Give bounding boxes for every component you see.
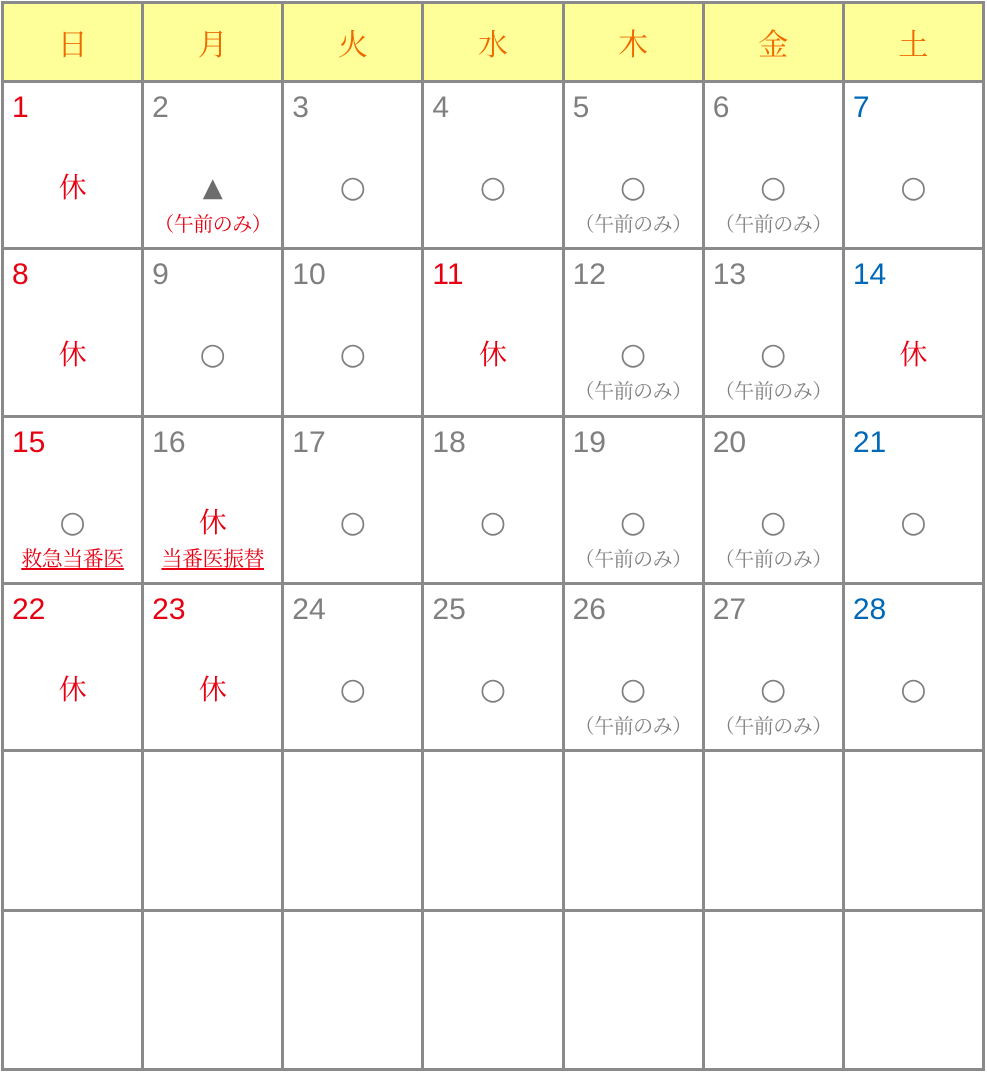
closed-mark: 休 xyxy=(478,338,507,372)
open-circle-icon: ○ xyxy=(760,337,787,373)
day-number: 5 xyxy=(572,91,590,124)
open-circle-icon: ○ xyxy=(620,170,647,205)
weekday-sunday: 日 xyxy=(3,3,143,82)
day-cell xyxy=(563,82,703,249)
open-circle-icon: ○ xyxy=(900,170,927,205)
day-number: 26 xyxy=(572,593,606,627)
empty-day-cell xyxy=(143,910,283,1069)
weekday-monday: 月 xyxy=(143,3,283,82)
day-number: 18 xyxy=(432,425,466,459)
day-cell xyxy=(143,82,283,249)
day-cell xyxy=(3,416,143,583)
day-number: 10 xyxy=(292,258,326,292)
week-row xyxy=(3,416,984,583)
day-number: 12 xyxy=(572,258,606,292)
closed-mark: 休 xyxy=(198,673,227,707)
day-number: 6 xyxy=(712,91,730,124)
day-number: 27 xyxy=(712,593,747,627)
empty-day-cell xyxy=(423,751,563,910)
empty-day-cell xyxy=(283,910,423,1069)
open-circle-icon: ○ xyxy=(339,672,366,708)
day-number: 11 xyxy=(432,258,464,292)
day-cell xyxy=(3,82,143,249)
day-cell xyxy=(3,249,143,416)
day-number: 4 xyxy=(432,91,450,124)
closed-mark: 休 xyxy=(899,338,928,372)
open-circle-icon: ○ xyxy=(760,170,787,205)
empty-day-cell xyxy=(283,751,423,910)
closed-mark: 休 xyxy=(198,505,227,539)
open-circle-icon: ○ xyxy=(479,672,507,708)
day-cell xyxy=(283,249,423,416)
day-cell xyxy=(563,249,703,416)
week-row xyxy=(3,249,984,416)
closed-mark: 休 xyxy=(58,171,87,204)
weekday-header-row xyxy=(3,3,984,82)
day-cell xyxy=(563,584,703,751)
closed-mark: 休 xyxy=(58,338,87,372)
day-number: 17 xyxy=(292,425,326,459)
day-number: 22 xyxy=(12,593,46,627)
day-number: 21 xyxy=(852,425,887,459)
day-cell xyxy=(283,82,423,249)
day-cell xyxy=(423,82,563,249)
open-circle-icon: ○ xyxy=(59,504,86,540)
morning-only-note: （午前のみ） xyxy=(714,714,832,739)
open-circle-icon: ○ xyxy=(760,672,787,708)
empty-day-cell xyxy=(703,751,843,910)
day-number: 8 xyxy=(12,258,29,292)
weekday-wednesday: 水 xyxy=(423,3,563,82)
morning-only-note: （午前のみ） xyxy=(574,546,692,571)
open-circle-icon: ○ xyxy=(339,337,366,373)
closed-mark: 休 xyxy=(58,673,87,707)
open-circle-icon: ○ xyxy=(339,170,366,205)
day-cell xyxy=(143,584,283,751)
clinic-calendar xyxy=(1,1,985,1071)
day-number: 20 xyxy=(712,425,747,459)
open-circle-icon: ○ xyxy=(339,504,366,540)
day-cell xyxy=(423,416,563,583)
open-circle-icon: ○ xyxy=(620,337,647,373)
empty-day-cell xyxy=(143,751,283,910)
weekday-friday: 金 xyxy=(703,3,843,82)
day-cell xyxy=(283,584,423,751)
empty-day-cell xyxy=(3,751,143,910)
open-circle-icon: ○ xyxy=(199,337,226,373)
morning-only-note: （午前のみ） xyxy=(154,212,272,236)
day-number: 15 xyxy=(12,425,46,459)
morning-only-note: （午前のみ） xyxy=(574,714,692,739)
day-number: 7 xyxy=(852,91,870,124)
empty-day-cell xyxy=(843,910,983,1069)
morning-only-note: （午前のみ） xyxy=(574,212,692,236)
day-number: 9 xyxy=(152,258,169,292)
day-number: 24 xyxy=(292,593,326,627)
day-number: 1 xyxy=(12,91,29,124)
open-circle-icon: ○ xyxy=(620,504,647,540)
day-number: 2 xyxy=(152,91,169,124)
empty-day-cell xyxy=(843,751,983,910)
open-circle-icon: ○ xyxy=(620,672,647,708)
day-cell xyxy=(143,249,283,416)
day-cell xyxy=(143,416,283,583)
week-row xyxy=(3,82,984,249)
day-cell xyxy=(843,584,983,751)
weekday-thursday: 木 xyxy=(563,3,703,82)
day-cell xyxy=(703,249,843,416)
day-cell xyxy=(423,249,563,416)
duty-doctor-link[interactable]: 当番医振替 xyxy=(161,546,264,571)
open-circle-icon: ○ xyxy=(479,504,507,540)
open-circle-icon: ○ xyxy=(900,672,927,708)
week-row xyxy=(3,584,984,751)
day-cell xyxy=(843,416,983,583)
day-cell xyxy=(703,82,843,249)
morning-only-note: （午前のみ） xyxy=(714,546,832,571)
day-number: 25 xyxy=(432,593,466,627)
empty-week-row xyxy=(3,751,984,910)
open-circle-icon: ○ xyxy=(760,504,787,540)
morning-only-note: （午前のみ） xyxy=(714,379,832,404)
day-number: 3 xyxy=(292,91,309,124)
day-cell xyxy=(843,249,983,416)
day-cell xyxy=(283,416,423,583)
weekday-header xyxy=(3,3,984,82)
open-circle-icon: ○ xyxy=(900,504,927,540)
partial-open-triangle-icon: ▲ xyxy=(202,173,223,203)
day-cell xyxy=(3,584,143,751)
morning-only-note: （午前のみ） xyxy=(574,379,692,404)
empty-week-row xyxy=(3,910,984,1069)
weekday-tuesday: 火 xyxy=(283,3,423,82)
empty-day-cell xyxy=(703,910,843,1069)
duty-doctor-link[interactable]: 救急当番医 xyxy=(21,546,124,571)
empty-day-cell xyxy=(3,910,143,1069)
morning-only-note: （午前のみ） xyxy=(714,212,832,236)
day-cell xyxy=(843,82,983,249)
weekday-saturday: 土 xyxy=(843,3,983,82)
day-number: 23 xyxy=(152,593,186,627)
empty-day-cell xyxy=(563,910,703,1069)
open-circle-icon: ○ xyxy=(479,170,507,205)
day-cell xyxy=(703,416,843,583)
day-cell xyxy=(703,584,843,751)
day-cell xyxy=(563,416,703,583)
day-number: 13 xyxy=(712,258,747,292)
day-number: 14 xyxy=(852,258,887,292)
calendar-body xyxy=(3,82,984,1070)
day-number: 28 xyxy=(852,593,887,627)
empty-day-cell xyxy=(423,910,563,1069)
empty-day-cell xyxy=(563,751,703,910)
day-number: 16 xyxy=(152,425,186,459)
day-cell xyxy=(423,584,563,751)
day-number: 19 xyxy=(572,425,606,459)
